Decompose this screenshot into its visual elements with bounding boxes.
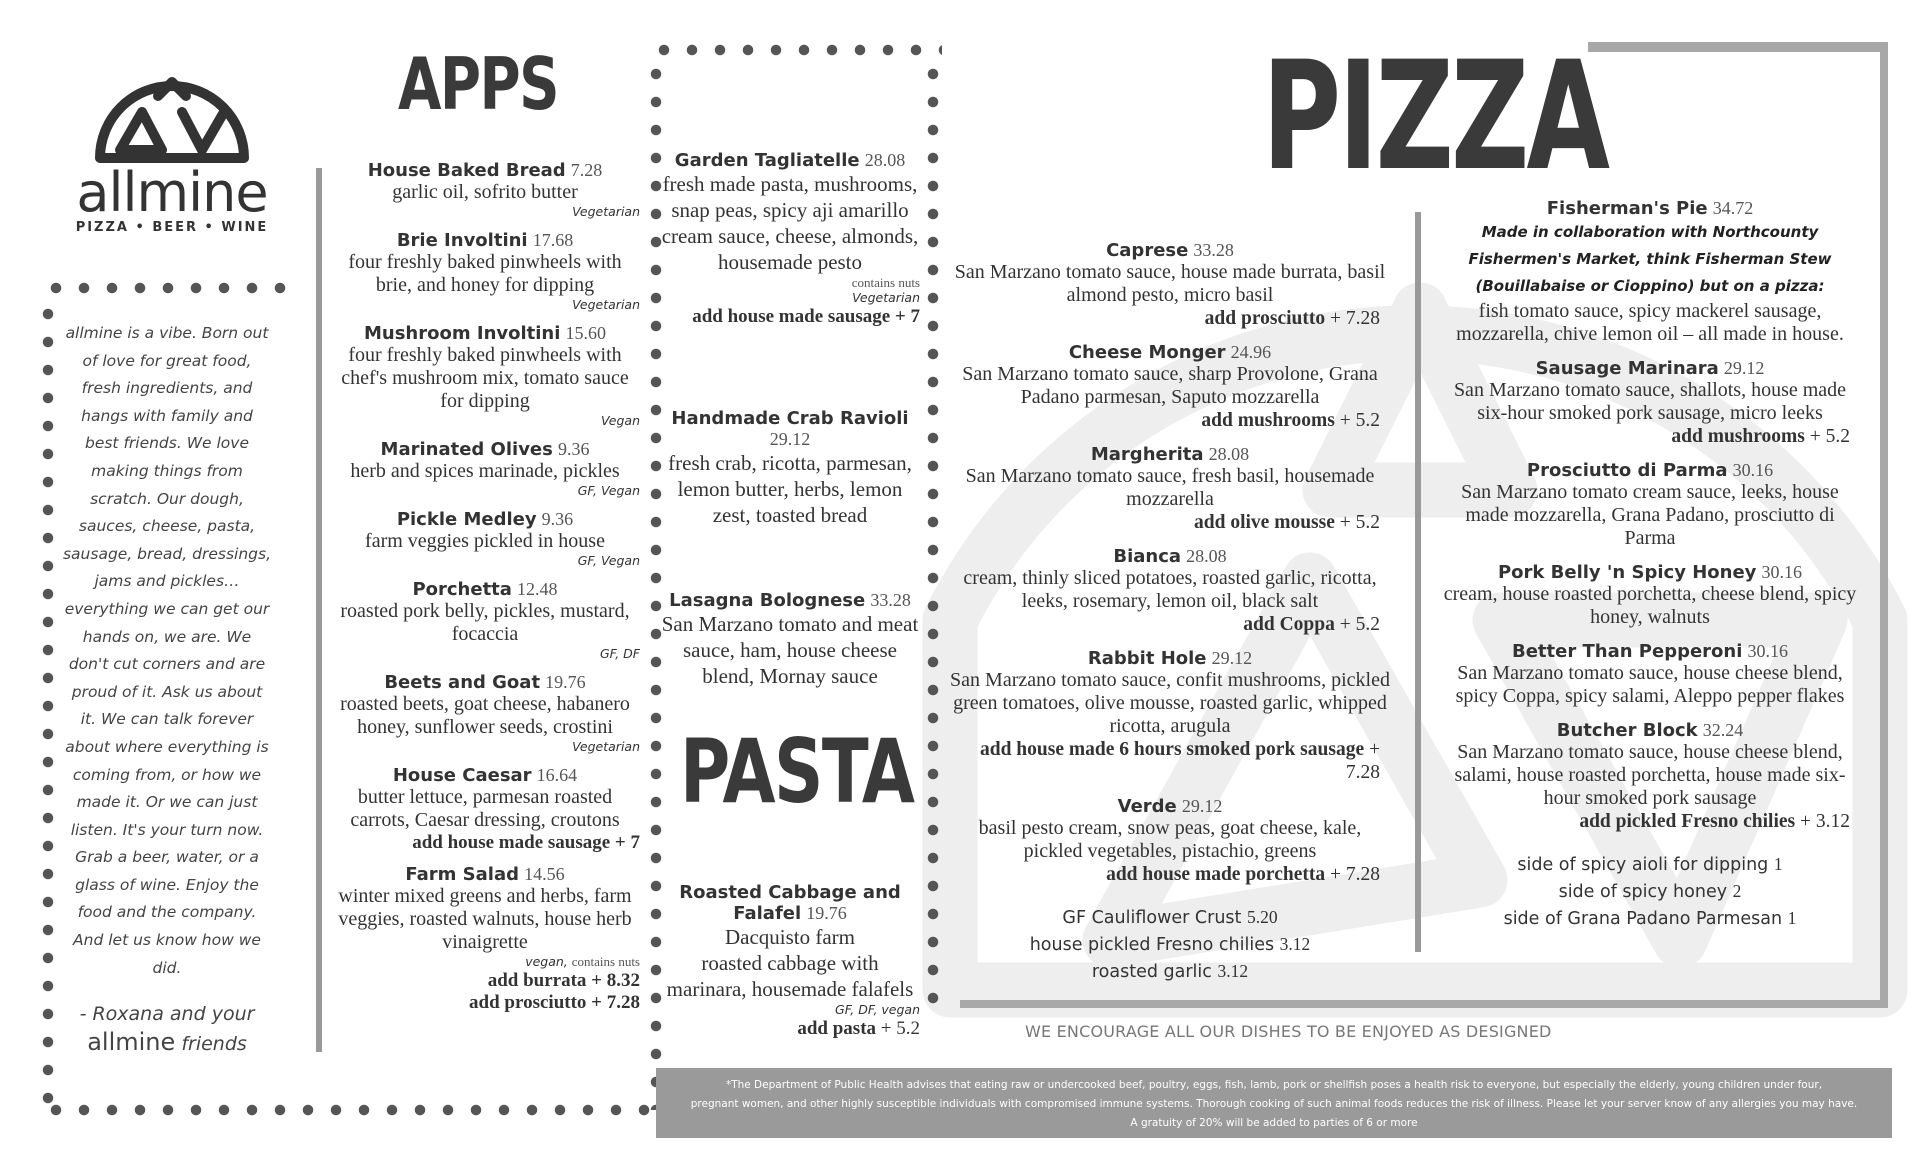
app-item-addon: add house made sausage + 7 bbox=[412, 832, 640, 853]
pizza-side-price: 2 bbox=[1732, 881, 1742, 901]
app-item-name: Pickle Medley bbox=[396, 509, 537, 530]
pasta-item-price: 29.12 bbox=[769, 429, 811, 449]
app-item-tags bbox=[330, 413, 640, 429]
app-item-name: Porchetta bbox=[412, 579, 512, 600]
pizza-addon-label: add house made porchetta bbox=[1106, 864, 1326, 885]
app-item bbox=[330, 323, 640, 429]
pasta-item-desc: roasted cabbage with marinara, housemade falafels bbox=[666, 951, 914, 1001]
apps-list bbox=[330, 160, 640, 1024]
pizza-list-right bbox=[1440, 198, 1860, 932]
pizza-item-price: 29.12 bbox=[1181, 796, 1223, 816]
pizza-side-price: 3.12 bbox=[1279, 934, 1311, 954]
pizza-item-price: 30.16 bbox=[1747, 641, 1788, 661]
pasta-item-desc: San Marzano tomato and meat sauce, ham, house cheese blend, Mornay sauce bbox=[661, 612, 919, 688]
pizza-item-price: 29.12 bbox=[1211, 648, 1253, 668]
pizza-item bbox=[1440, 358, 1860, 448]
pasta-item-name: Garden Tagliatelle bbox=[674, 150, 860, 171]
pasta-addon-price: + 5.2 bbox=[880, 1018, 920, 1039]
pizza-item bbox=[1440, 720, 1860, 833]
pizza-list-left bbox=[950, 240, 1390, 985]
app-item bbox=[330, 579, 640, 662]
pizza-item-desc: cream, thinly sliced potatoes, roasted garlic, ricotta, leeks, rosemary, lemon oil, black salt bbox=[963, 567, 1377, 612]
pizza-side-item bbox=[950, 931, 1390, 958]
pizza-side-item bbox=[1440, 851, 1860, 878]
app-item-price: 9.36 bbox=[541, 509, 574, 529]
app-item bbox=[330, 864, 640, 1014]
app-item-header bbox=[330, 765, 640, 786]
signature-line: - Roxana and your bbox=[79, 1003, 255, 1025]
pizza-side-price: 1 bbox=[1787, 908, 1797, 928]
pasta-item-header bbox=[660, 590, 920, 611]
pizza-addon-label: add Coppa bbox=[1243, 614, 1335, 635]
pizza-side-price: 5.20 bbox=[1246, 907, 1278, 927]
pasta-item-nuts: contains nuts bbox=[851, 275, 920, 290]
pizza-item-addon bbox=[950, 738, 1390, 784]
app-item-name: Beets and Goat bbox=[384, 672, 541, 693]
pizza-item-addon bbox=[950, 863, 1390, 886]
app-item bbox=[330, 160, 640, 220]
app-item-tag: GF, Vegan bbox=[577, 553, 640, 568]
pizza-item-price: 32.24 bbox=[1702, 720, 1744, 740]
apps-divider bbox=[316, 168, 322, 1052]
pizza-item-desc: San Marzano tomato sauce, house cheese blend, salami, house roasted porchetta, house made six-hour smoked pork sausage bbox=[1454, 741, 1846, 809]
pizza-item bbox=[950, 546, 1390, 636]
app-item bbox=[330, 230, 640, 313]
pasta-item bbox=[660, 408, 920, 528]
pizza-item-header bbox=[1440, 720, 1860, 741]
app-item-tags bbox=[330, 553, 640, 569]
app-item-price: 15.60 bbox=[565, 323, 607, 343]
pizza-addon-label: add house made 6 hours smoked pork sausage bbox=[979, 739, 1365, 760]
app-item-addon: add prosciutto + 7.28 bbox=[469, 992, 640, 1013]
pizza-item-header bbox=[950, 546, 1390, 567]
app-item-desc: four freshly baked pinwheels with brie, and honey for dipping bbox=[348, 251, 622, 296]
pizza-item-price: 33.28 bbox=[1193, 240, 1234, 260]
pizza-side-label: GF Cauliflower Crust bbox=[1062, 908, 1242, 928]
app-item-desc: four freshly baked pinwheels with chef's mushroom mix, tomato sauce for dipping bbox=[341, 344, 629, 412]
app-item-desc: garlic oil, sofrito butter bbox=[392, 181, 578, 203]
pizza-addon-price: + 5.2 bbox=[1339, 512, 1380, 533]
pizza-item bbox=[950, 342, 1390, 432]
notice-line-2: pregnant women, and other highly susceptible individuals with compromised immune systems. Thorough cooking of such animal foods reduces the risk of illness. Please let your server know of any allergies you may have. bbox=[690, 1098, 1858, 1110]
pizza-item-price: 34.72 bbox=[1712, 198, 1754, 218]
app-item-name: Brie Involtini bbox=[396, 230, 528, 251]
pizza-item bbox=[1440, 641, 1860, 708]
apps-heading: APPS bbox=[398, 42, 558, 126]
pizza-item-name: Pork Belly 'n Spicy Honey bbox=[1497, 562, 1757, 583]
pizza-item-desc: San Marzano tomato sauce, house made burrata, basil almond pesto, micro basil bbox=[954, 261, 1386, 306]
pizza-item-desc: basil pesto cream, snow peas, goat cheese, kale, pickled vegetables, pistachio, greens bbox=[978, 817, 1362, 862]
encourage-note: WE ENCOURAGE ALL OUR DISHES TO BE ENJOYED AS DESIGNED bbox=[1025, 1022, 1552, 1041]
pizza-item-desc: San Marzano tomato cream sauce, leeks, house made mozzarella, Grana Padano, prosciutto di Parma bbox=[1461, 481, 1839, 549]
pasta-item-price: 33.28 bbox=[870, 590, 911, 610]
app-item-tags bbox=[330, 954, 640, 970]
pizza-item-price: 29.12 bbox=[1723, 358, 1765, 378]
pasta-item-name: Roasted Cabbage and Falafel bbox=[679, 882, 901, 924]
app-item-tag: GF, Vegan bbox=[577, 483, 640, 498]
pizza-item-desc: San Marzano tomato sauce, fresh basil, housemade mozzarella bbox=[965, 465, 1375, 510]
app-item-header bbox=[330, 579, 640, 600]
app-item-name: Marinated Olives bbox=[380, 439, 553, 460]
pizza-item-addon bbox=[950, 307, 1390, 330]
pizza-side-label: roasted garlic bbox=[1091, 962, 1212, 982]
app-item-header bbox=[330, 230, 640, 251]
brand-logo bbox=[72, 72, 272, 235]
app-item-price: 7.28 bbox=[570, 160, 603, 180]
pizza-item-header bbox=[950, 342, 1390, 363]
app-item-name: House Caesar bbox=[392, 765, 532, 786]
app-item bbox=[330, 672, 640, 755]
pasta-item-name: Lasagna Bolognese bbox=[669, 590, 866, 611]
pizza-item-header bbox=[1440, 198, 1860, 219]
pasta-item-header bbox=[660, 408, 920, 450]
pizza-sides bbox=[1440, 851, 1860, 932]
app-item-header bbox=[330, 439, 640, 460]
pizza-item-name: Better Than Pepperoni bbox=[1511, 641, 1743, 662]
pizza-addon-price: + 7.28 bbox=[1330, 864, 1380, 885]
app-item-price: 16.64 bbox=[536, 765, 578, 785]
app-item-price: 14.56 bbox=[524, 864, 565, 884]
pizza-slice-icon bbox=[92, 72, 252, 164]
app-item-header bbox=[330, 509, 640, 530]
notice-line-1: *The Department of Public Health advises that eating raw or undercooked beef, poultry, eggs, fish, lamb, pork or shellfish poses a health risk to everyone, but especially the elderly, young children under four, bbox=[725, 1079, 1823, 1091]
app-item-tag: GF, DF bbox=[599, 646, 640, 661]
pasta-item-price: 19.76 bbox=[806, 903, 847, 923]
pizza-item-price: 28.08 bbox=[1208, 444, 1250, 464]
pizza-side-price: 3.12 bbox=[1217, 961, 1249, 981]
pizza-item-price: 30.16 bbox=[1732, 460, 1774, 480]
app-item-addon: add burrata + 8.32 bbox=[487, 970, 640, 991]
app-item-name: Farm Salad bbox=[405, 864, 519, 885]
pizza-side-item bbox=[950, 904, 1390, 931]
pizza-item bbox=[1440, 562, 1860, 629]
pizza-item-desc: San Marzano tomato sauce, house cheese blend, spicy Coppa, spicy salami, Aleppo pepper flakes bbox=[1455, 662, 1845, 707]
pasta-item-desc: fresh crab, ricotta, parmesan, lemon butter, herbs, lemon zest, toasted bread bbox=[668, 451, 912, 527]
pizza-addon-price: + 5.2 bbox=[1809, 426, 1850, 447]
pizza-item-header bbox=[950, 648, 1390, 669]
pasta-item bbox=[660, 882, 920, 1040]
pizza-item-price: 24.96 bbox=[1230, 342, 1272, 362]
pizza-addon-label: add olive mousse bbox=[1194, 512, 1335, 533]
pizza-item-header bbox=[950, 796, 1390, 817]
health-notice bbox=[656, 1068, 1892, 1138]
pizza-side-label: side of Grana Padano Parmesan bbox=[1503, 909, 1783, 929]
pizza-heading: PIZZA bbox=[1262, 30, 1608, 204]
pasta-item-addon bbox=[660, 1018, 920, 1040]
pasta-item-addon: add house made sausage + 7 bbox=[692, 306, 920, 327]
pizza-item-desc: San Marzano tomato sauce, confit mushrooms, pickled green tomatoes, olive mousse, roasted garlic, whipped ricotta, arugula bbox=[950, 669, 1390, 737]
app-item-tags bbox=[330, 646, 640, 662]
app-item-desc: roasted pork belly, pickles, mustard, focaccia bbox=[340, 600, 630, 645]
pizza-item bbox=[950, 796, 1390, 886]
app-item-name: Mushroom Involtini bbox=[363, 323, 561, 344]
app-item-name: House Baked Bread bbox=[367, 160, 566, 181]
pizza-item-header bbox=[950, 240, 1390, 261]
pasta-addon-label: add pasta bbox=[797, 1018, 877, 1039]
pizza-item-addon bbox=[1440, 810, 1860, 833]
app-item-tags bbox=[330, 739, 640, 755]
pizza-item-header bbox=[1440, 460, 1860, 481]
pizza-addon-price: + 7.28 bbox=[1345, 739, 1380, 783]
story-text: allmine is a vibe. Born out of love for great food, fresh ingredients, and hangs with family and best friends. We love making things from scratch. Our dough, sauces, cheese, pasta, sausage, bread, dressings, jams and pickles…everything we can get our hands on, we are. We don't cut corners and are proud of it. Ask us about it. We can talk forever about where everything is coming from, or how we made it. Or we can just listen. It's your turn now. Grab a beer, water, or a glass of wine. Enjoy the food and the company. And let us know how we did. bbox=[62, 324, 271, 977]
pizza-item bbox=[1440, 198, 1860, 346]
pizza-item-addon bbox=[950, 409, 1390, 432]
app-item-nuts: contains nuts bbox=[571, 954, 640, 969]
pasta-item-tag: Vegetarian bbox=[852, 290, 920, 305]
pizza-item-name: Caprese bbox=[1106, 240, 1189, 261]
pizza-side-item bbox=[1440, 905, 1860, 932]
pasta-item-name: Handmade Crab Ravioli bbox=[671, 408, 909, 429]
pizza-item-name: Sausage Marinara bbox=[1535, 358, 1719, 379]
pasta-item bbox=[660, 150, 920, 328]
app-item-tag: Vegetarian bbox=[572, 297, 640, 312]
pizza-item-desc: cream, house roasted porchetta, cheese blend, spicy honey, walnuts bbox=[1443, 583, 1857, 628]
pizza-addon-price: + 3.12 bbox=[1800, 811, 1850, 832]
pizza-side-item bbox=[1440, 878, 1860, 905]
pizza-item-header bbox=[1440, 358, 1860, 379]
pasta-item-header bbox=[660, 882, 920, 924]
pizza-addon-price: + 7.28 bbox=[1330, 308, 1380, 329]
app-item-price: 17.68 bbox=[532, 230, 574, 250]
pasta-item-price: 28.08 bbox=[864, 150, 906, 170]
app-item-header bbox=[330, 160, 640, 181]
app-item-tag: Vegetarian bbox=[572, 739, 640, 754]
pizza-item-name: Cheese Monger bbox=[1068, 342, 1226, 363]
pizza-addon-price: + 5.2 bbox=[1339, 410, 1380, 431]
pizza-item-desc: San Marzano tomato sauce, sharp Provolone, Grana Padano parmesan, Saputo mozzarella bbox=[962, 363, 1378, 408]
pizza-item-name: Bianca bbox=[1113, 546, 1182, 567]
pizza-item-addon bbox=[1440, 425, 1860, 448]
app-item-header bbox=[330, 323, 640, 344]
app-item-desc: winter mixed greens and herbs, farm veggies, roasted walnuts, house herb vinaigrette bbox=[338, 885, 632, 953]
brand-tagline: PIZZA • BEER • WINE bbox=[75, 220, 269, 235]
pizza-item-name: Butcher Block bbox=[1556, 720, 1698, 741]
pizza-item-name: Rabbit Hole bbox=[1087, 648, 1207, 669]
pizza-item-name: Margherita bbox=[1090, 444, 1204, 465]
pasta-heading: PASTA bbox=[680, 720, 914, 823]
app-item-desc: roasted beets, goat cheese, habanero honey, sunflower seeds, crostini bbox=[340, 693, 630, 738]
app-item-tag: Vegetarian bbox=[572, 204, 640, 219]
app-item bbox=[330, 509, 640, 569]
pizza-item-note: Made in collaboration with Northcounty Fishermen's Market, think Fisherman Stew (Bouillabaise or Cioppino) but on a pizza: bbox=[1468, 223, 1832, 295]
pizza-item-desc: fish tomato sauce, spicy mackerel sausage, mozzarella, chive lemon oil – all made in house. bbox=[1456, 300, 1844, 345]
pasta-item-desc: Dacquisto farm bbox=[724, 925, 856, 949]
brand-name: allmine bbox=[76, 161, 268, 224]
pizza-item-desc: San Marzano tomato sauce, shallots, house made six-hour smoked pork sausage, micro leeks bbox=[1453, 379, 1847, 424]
pizza-item-header bbox=[1440, 562, 1860, 583]
app-item-tags bbox=[330, 204, 640, 220]
pizza-item-name: Fisherman's Pie bbox=[1546, 198, 1708, 219]
signature-brand: allmine bbox=[87, 1028, 176, 1056]
app-item bbox=[330, 765, 640, 854]
app-item-header bbox=[330, 864, 640, 885]
pizza-addon-label: add prosciutto bbox=[1204, 308, 1326, 329]
app-item-price: 9.36 bbox=[557, 439, 590, 459]
pasta-item-header bbox=[660, 150, 920, 171]
pasta-item bbox=[660, 590, 920, 689]
pizza-side-label: side of spicy honey bbox=[1558, 882, 1728, 902]
pizza-item bbox=[950, 240, 1390, 330]
app-item-desc: farm veggies pickled in house bbox=[365, 530, 605, 552]
pizza-item-price: 28.08 bbox=[1186, 546, 1227, 566]
app-item-tag: Vegan bbox=[600, 413, 640, 428]
pizza-item-price: 30.16 bbox=[1761, 562, 1802, 582]
pizza-item-name: Verde bbox=[1117, 796, 1177, 817]
pizza-side-price: 1 bbox=[1773, 854, 1783, 874]
pasta-item-desc: fresh made pasta, mushrooms, snap peas, spicy aji amarillo cream sauce, cheese, almonds, housemade pesto bbox=[661, 172, 919, 274]
pizza-item bbox=[950, 444, 1390, 534]
pizza-side-label: side of spicy aioli for dipping bbox=[1517, 855, 1769, 875]
pizza-item-header bbox=[1440, 641, 1860, 662]
signature-friends: friends bbox=[181, 1033, 247, 1055]
app-item-tag: vegan, bbox=[525, 954, 568, 969]
pizza-side-item bbox=[950, 958, 1390, 985]
app-item bbox=[330, 439, 640, 499]
app-item-price: 12.48 bbox=[517, 579, 558, 599]
pizza-item bbox=[950, 648, 1390, 784]
pizza-sides bbox=[950, 904, 1390, 985]
pizza-addon-label: add pickled Fresno chilies bbox=[1579, 811, 1796, 832]
pizza-item-name: Prosciutto di Parma bbox=[1526, 460, 1728, 481]
notice-line-3: A gratuity of 20% will be added to parties of 6 or more bbox=[1130, 1117, 1418, 1129]
app-item-tags bbox=[330, 297, 640, 313]
app-item-price: 19.76 bbox=[545, 672, 586, 692]
pizza-item bbox=[1440, 460, 1860, 550]
app-item-header bbox=[330, 672, 640, 693]
app-item-desc: herb and spices marinade, pickles bbox=[350, 460, 620, 482]
pasta-item-tag: GF, DF, vegan bbox=[835, 1002, 920, 1017]
pizza-side-label: house pickled Fresno chilies bbox=[1029, 935, 1275, 955]
story-signature bbox=[62, 1000, 272, 1058]
app-item-desc: butter lettuce, parmesan roasted carrots, Caesar dressing, croutons bbox=[350, 786, 620, 831]
app-item-tags bbox=[330, 483, 640, 499]
pizza-addon-label: add mushrooms bbox=[1671, 426, 1805, 447]
pizza-item-addon bbox=[950, 511, 1390, 534]
pizza-addon-label: add mushrooms bbox=[1201, 410, 1335, 431]
pizza-item-addon bbox=[950, 613, 1390, 636]
pizza-item-header bbox=[950, 444, 1390, 465]
pizza-divider bbox=[1415, 212, 1421, 952]
pizza-addon-price: + 5.2 bbox=[1339, 614, 1380, 635]
